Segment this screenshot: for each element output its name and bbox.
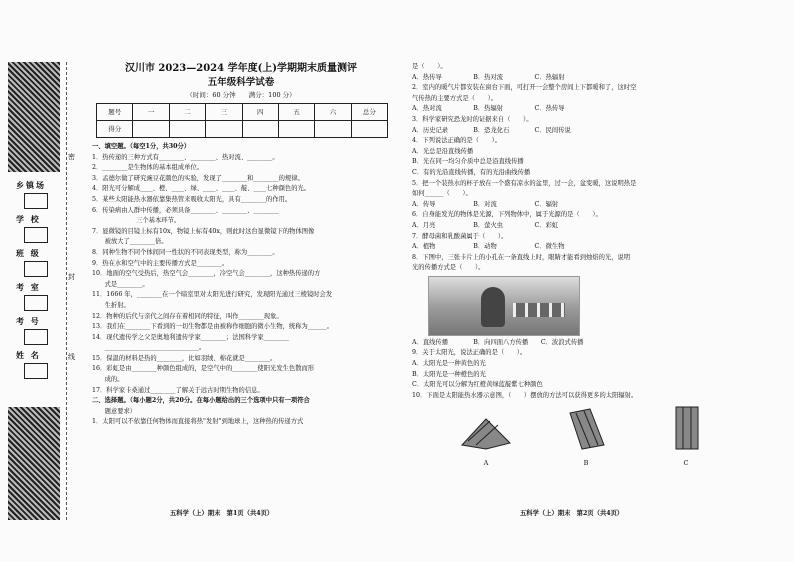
question-line: A．直线传播 B．向四面八方传播 C．波浪式传播 [412,338,584,346]
question-line: 13．我们在________下看到的一切生物都是由被称作细胞的微小生物，统称为______。 [92,323,333,331]
question-line: 4．阳光可分解成____、橙、____、绿、____、____、靛、____七种颜色的光。 [92,185,311,193]
question-line: 5．某些太阳能热水器依靠集热管来吸收太阳光，具有________的作用。 [92,195,292,203]
solar-heater-a-icon [456,405,516,453]
question-line: 二、选择题。（每小题2分，共20分。在每小题给出的三个选项中只有一项符合 [92,397,310,405]
question-line: A．热对流 B．热辐射 C．热传导 [412,105,565,113]
seal-char-2: 封 [68,273,75,281]
score-table-header-row: 题号 一 二 三 四 五 六 总分 [97,104,388,121]
field-class[interactable]: 班 级 [8,248,60,277]
question-line: 4．下列说法正确的是（ ）。 [412,137,502,145]
exam-title: 汉川市 2023—2024 学年度(上)学期期末质量测评 [124,63,358,74]
question-line: 15．保温的材料是热的________，比如羽绒、棉花就是________。 [92,354,277,362]
question-line: 11．1666 年，________在一个暗室里对太阳光进行研究，发现阳光通过三棱镜时会发 [92,291,333,299]
score-table-score-row: 得分 [97,121,388,138]
question-line: C．太阳光可以分解为红橙黄绿蓝靛紫七种颜色 [412,381,543,389]
question-line: 3．科学家研究恐龙时的证据来自（ ）。 [412,115,533,123]
exam-subtitle: 五年级科学试卷 [207,77,275,88]
solar-heater-b-icon [556,405,616,453]
question-line: 7．酵母菌和乳酸菌属于（ ）。 [412,232,508,240]
question-line: A．植物 B．动物 C．微生物 [412,243,565,251]
exam-meta: （时间：60 分钟 满分：100 分） [186,91,296,99]
question-line: 17．科学家卡桑通过________了解关于远古时期生物的信息。 [92,386,264,394]
question-line: 被放大了________倍。 [92,238,168,246]
question-line: 生折射。 [92,301,130,309]
field-room[interactable]: 考 室 [8,282,60,311]
question-line: 式是________。 [92,280,149,288]
question-line: 2．室内的暖气片都安装在窗台下面，可打开一会整个房间上下都暖和了，这时空 [412,84,637,92]
question-line: 1．热传递的三种方式有________、________、热对流、________。 [92,153,279,161]
seal-char-1: 密 [68,153,75,161]
question-line: 如何______（ ）。 [412,190,472,198]
pinhole-experiment-photo [428,276,580,336]
solar-heater-a[interactable]: A [456,405,516,465]
question-line: 2．________是生物体的基本组成单位。 [92,164,204,172]
question-line: 16．彩虹是由________种颜色组成的，是空气中的________使阳光发生色散而形 [92,365,315,373]
field-exam-number[interactable]: 考 号 [8,316,60,345]
field-room-box[interactable] [24,295,48,311]
solar-heater-c[interactable]: C [656,405,716,465]
field-class-box[interactable] [24,261,48,277]
page-1-footer: 五科学（上）期末 第1页（共4页） [170,510,274,517]
solar-heater-b[interactable]: B [556,405,616,465]
question-line: 14．现代遗传学之父是奥地利遗传学家________；法国科学家________ [92,333,289,341]
score-table [96,103,388,138]
question-line: A．热传导 B．热对流 C．热辐射 [412,73,565,81]
question-line: A．传导 B．对流 C．辐射 [412,200,559,208]
page-2-questions-a [412,62,784,274]
question-line: 光的传播方式是（ ）。 [412,264,485,272]
student-figure [481,287,505,327]
question-line: 8．下图中，三张卡片上的小孔在一条直线上时，眼睛才能看到烛焰的光，说明 [412,253,631,261]
solar-heater-c-icon [656,405,716,453]
question-line: 6．传染病由人群中传播，必须具备________、________、________ [92,206,279,214]
page-1 [92,62,390,428]
question-line: 9．关于太阳光，说法正确的是（ ）。 [412,349,527,357]
binding-strip [8,62,74,520]
question-line: A．历史记录 B．恐龙化石 C．民间传说 [412,126,571,134]
field-exam-number-box[interactable] [24,329,48,345]
field-name[interactable]: 姓 名 [8,350,60,379]
seal-char-3: 线 [68,353,75,361]
question-line: 是（ ）。 [412,63,447,70]
page-2-footer: 五科学（上）期末 第2页（共4页） [520,510,624,517]
question-line: 7．显微镜的目镜上标有10x，物镜上标有40x，则此时这台显微镜下的物体图像 [92,227,315,235]
field-township-box[interactable] [24,193,48,209]
question-line: 6．自身能发光的物体是光源，下列物体中，属于光源的是（ ）。 [412,211,602,219]
question-line: 10．地面的空气受热后，热空气会________，冷空气会________，这种热传递的方 [92,270,321,278]
page-2 [412,62,784,468]
question-line: A．月亮 B．萤火虫 C．彩虹 [412,221,559,229]
question-line: 10．下面是太阳能热水器示意图，（ ）摆放的方法可以获得更多的太阳辐射。 [412,391,638,399]
question-line: 气传热的主要方式是（ ）。 [412,94,498,102]
question-line: 9．热在水和空气中的主要传播方式是________。 [92,259,229,267]
field-township[interactable]: 乡镇场 [8,180,60,209]
seal-dashed-line [66,62,67,520]
field-school-box[interactable] [24,227,48,243]
question-line: 题意要求） [92,407,137,415]
page-2-questions-b [412,338,784,402]
solar-heater-diagrams [436,405,736,468]
hatch-pattern-bottom [8,407,60,520]
question-line: B．光在同一均匀介质中总是沿直线传播 [412,158,524,166]
question-line: ______________________________。 [92,344,206,352]
page-1-questions [92,142,390,428]
field-name-box[interactable] [24,363,48,379]
question-line: 3．孟德尔做了研究豌豆花颜色的实验，发现了________和________的规律。 [92,174,304,182]
question-line: A．太阳光是一种黄色的光 [412,360,486,368]
question-line: 一、填空题。（每空1分，共30分） [92,143,191,150]
question-line: 成的。 [92,376,124,384]
question-line: 8．同种生物不同个体间同一性状的不同表现类型，称为________。 [92,248,279,256]
question-line: C．有的光沿直线传播，有的光沿曲线传播 [412,168,531,176]
question-line: 5．把一个装热水的杯子放在一个盛有凉水的盆里，过一会，盆变暖，这说明热是 [412,179,637,187]
question-line: A．光总是沿直线传播 [412,147,474,155]
question-line: B．太阳光是一种橙色的光 [412,370,486,378]
hatch-pattern-top [8,62,60,172]
question-line: 1．太阳可以不依靠任何物体而直接将热"发射"到地球上，这种热的传递方式 [92,418,304,426]
question-line: 12．物种的后代与亲代之间存在着相同的特征，叫作________现象。 [92,312,283,320]
question-line: 三个基本环节。 [92,217,181,225]
field-school[interactable]: 学 校 [8,214,60,243]
pinhole-cards [513,303,565,317]
